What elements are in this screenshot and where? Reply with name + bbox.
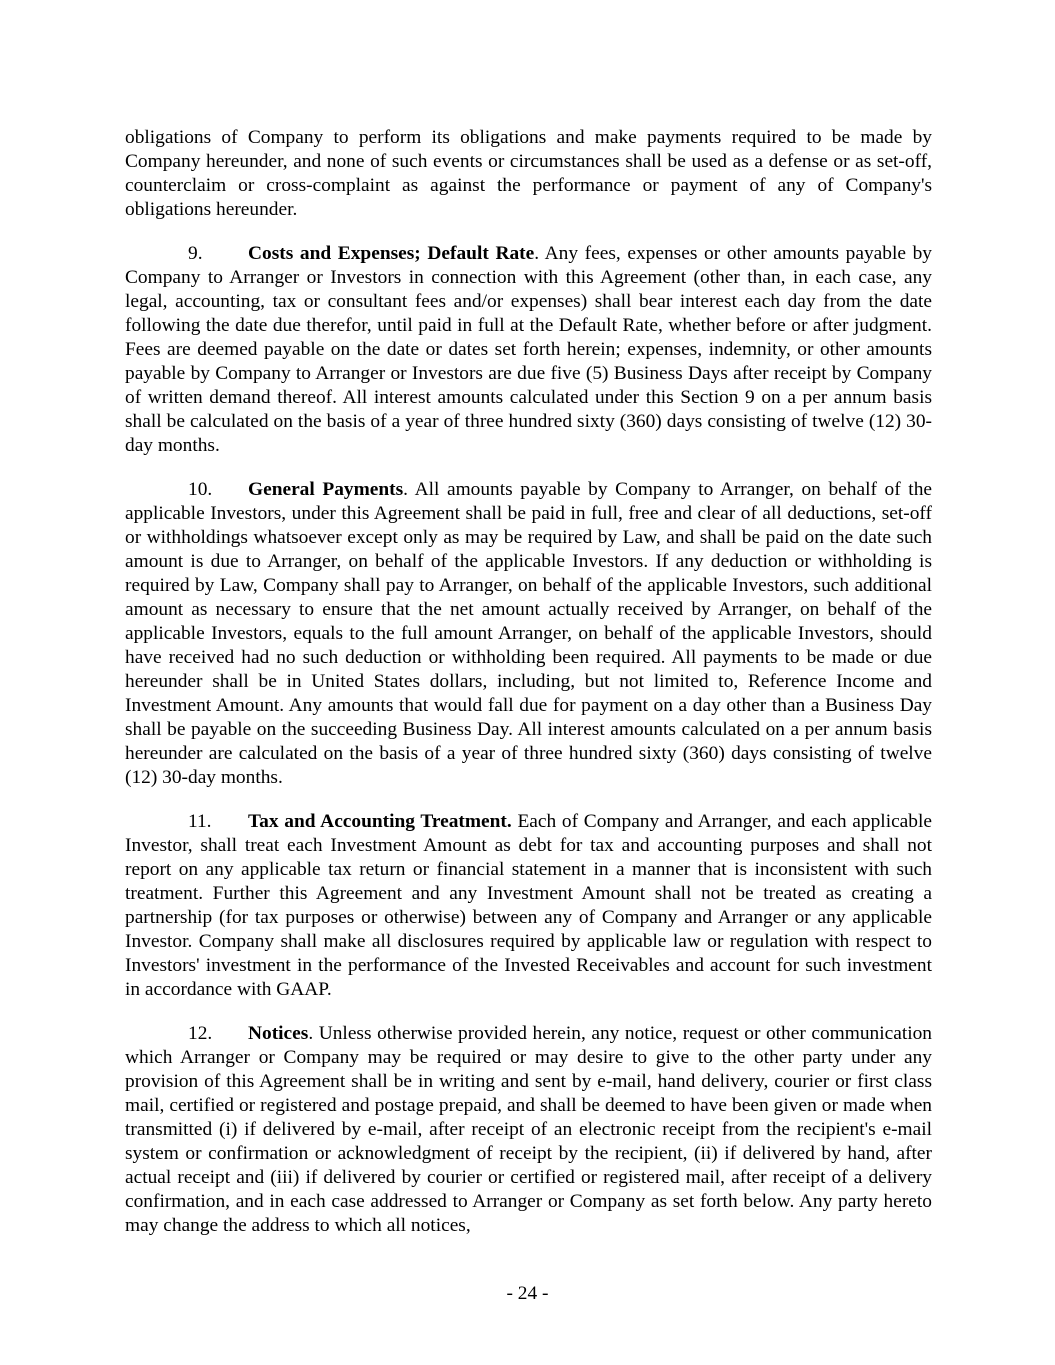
section-11 bbox=[125, 810, 932, 1002]
section-9 bbox=[125, 242, 932, 458]
section-title-suffix: . bbox=[308, 1023, 314, 1044]
section-number: 11. bbox=[188, 811, 212, 832]
section-title: Costs and Expenses; Default Rate bbox=[248, 243, 535, 264]
section-title-suffix: . bbox=[403, 479, 409, 500]
section-number: 12. bbox=[188, 1023, 213, 1044]
page-number: - 24 - bbox=[506, 1283, 549, 1304]
section-number: 9. bbox=[188, 243, 203, 264]
section-body: All amounts payable by Company to Arranger, on behalf of the applicable Investors, under this Agreement shall be paid in full, free and clear of all deductions, set-off or withholdings whatsoever except only as may be required by Law, and shall be paid on the date such amount is due to Arranger, on behalf of the applicable Investors. If any deduction or withholding is required by Law, Company shall pay to Arranger, on behalf of the applicable Investors, such additional amount as necessary to ensure that the net amount actually received by Arranger, on behalf of the applicable Investors, equals to the full amount Arranger, on behalf of the applicable Investors, should have received had no such deduction or withholding been required. All payments to be made or due hereunder shall be in United States dollars, including, but not limited to, Reference Income and Investment Amount. Any amounts that would fall due for payment on a day other than a Business Day shall be payable on the succeeding Business Day. All interest amounts calculated on a per annum basis hereunder are calculated on the basis of a year of three hundred sixty (360) days consisting of twelve (12) 30-day months. bbox=[125, 479, 932, 788]
section-number: 10. bbox=[188, 479, 213, 500]
section-12 bbox=[125, 1022, 932, 1238]
section-title: Notices bbox=[248, 1023, 309, 1044]
document-body bbox=[125, 126, 932, 1258]
section-10 bbox=[125, 478, 932, 790]
section-title: General Payments bbox=[248, 479, 404, 500]
section-body: Any fees, expenses or other amounts payable by Company to Arranger or Investors in connection with this Agreement (other than, in each case, any legal, accounting, tax or consultant fees and/or expenses) shall bear interest each day from the date following the date due therefor, until paid in full at the Default Rate, whether before or after judgment. Fees are deemed payable on the date or dates set forth herein; expenses, indemnity, or other amounts payable by Company to Arranger or Investors are due five (5) Business Days after receipt by Company of written demand thereof. All interest amounts calculated under this Section 9 on a per annum basis shall be calculated on the basis of a year of three hundred sixty (360) days consisting of twelve (12) 30-day months. bbox=[125, 243, 932, 456]
section-title-suffix: . bbox=[534, 243, 540, 264]
section-body: Each of Company and Arranger, and each applicable Investor, shall treat each Investment Amount as debt for tax and accounting purposes and shall not report on any applicable tax return or financial statement in a manner that is inconsistent with such treatment. Further this Agreement and any Investment Amount shall not be treated as creating a partnership (for tax purposes or otherwise) between any of Company and Arranger or any applicable Investor. Company shall make all disclosures required by applicable law or regulation with respect to Investors' investment in the performance of the Invested Receivables and account for such investment in accordance with GAAP. bbox=[125, 811, 932, 1000]
section-title: Tax and Accounting Treatment. bbox=[248, 811, 512, 832]
section-body: Unless otherwise provided herein, any notice, request or other communication which Arranger or Company may be required or may desire to give to the other party under any provision of this Agreement shall be in writing and sent by e-mail, hand delivery, courier or first class mail, certified or registered and postage prepaid, and shall be deemed to have been given or made when transmitted (i) if delivered by e-mail, after receipt of an electronic receipt from the recipient's e-mail system or confirmation or acknowledgment of receipt by the recipient, (ii) if delivered by hand, after actual receipt and (iii) if delivered by courier or certified or registered mail, after receipt of a delivery confirmation, and in each case addressed to Arranger or Company as set forth below. Any party hereto may change the address to which all notices, bbox=[125, 1023, 932, 1236]
continuation-paragraph: obligations of Company to perform its obligations and make payments required to be made by Company hereunder, and none of such events or circumstances shall be used as a defense or as set-off, counterclaim or cross-complaint as against the performance or payment of any of Company's obligations hereunder. bbox=[125, 127, 932, 220]
